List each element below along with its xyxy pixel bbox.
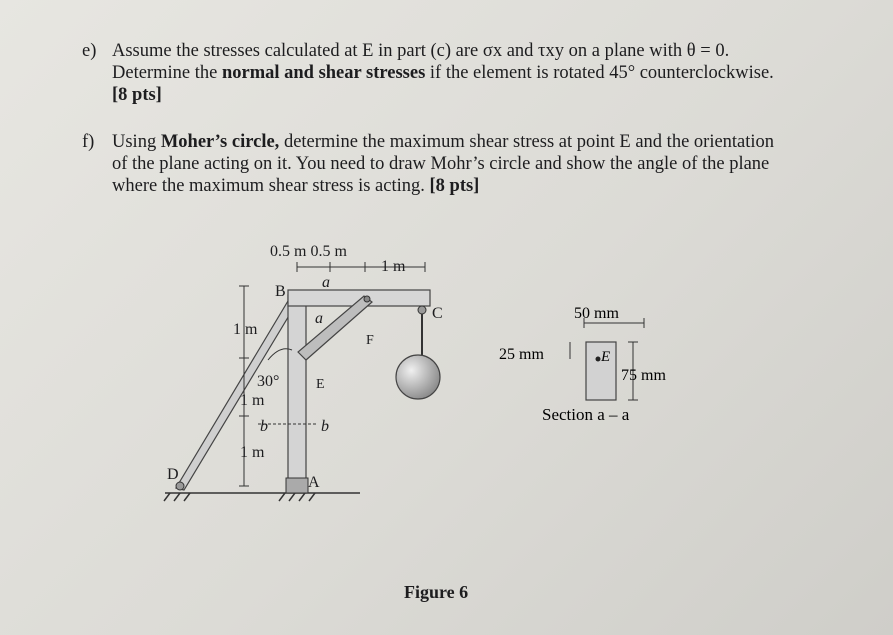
label-C: C	[432, 305, 443, 322]
ground-hatch	[289, 493, 295, 501]
label-F: F	[366, 333, 374, 348]
section-E-label: E	[601, 349, 611, 365]
label-E: E	[316, 377, 325, 392]
label-b-right: b	[321, 418, 329, 435]
question-e-line2-post: if the element is rotated 45° counterclockwise.	[429, 63, 774, 83]
question-f-line2: of the plane acting on it. You need to draw Mohr’s circle and show the angle of the plane	[112, 154, 770, 174]
label-D: D	[167, 466, 179, 483]
ground-hatch	[299, 493, 305, 501]
dim-top-label: 0.5 m 0.5 m	[270, 243, 347, 260]
label-B: B	[275, 283, 286, 300]
dim-1m-top: 1 m	[381, 258, 406, 275]
ground-hatch	[184, 493, 190, 501]
question-f-label: f)	[82, 132, 95, 152]
label-A: A	[308, 474, 320, 491]
section-point-E	[596, 357, 601, 362]
ground	[164, 493, 360, 501]
question-f-line1-bold: Moher’s circle,	[160, 132, 280, 152]
ground-hatch	[174, 493, 180, 501]
section-title: Section a – a	[542, 405, 630, 424]
post-AB	[288, 295, 306, 493]
section-depth-label: 75 mm	[621, 367, 666, 384]
ground-hatch	[309, 493, 315, 501]
question-f-line3-pre: where the maximum shear stress is acting.	[112, 176, 425, 196]
question-e-line2-bold: normal and shear stresses	[221, 63, 426, 83]
hanging-weight	[396, 355, 440, 399]
question-f-line1-pre: Using	[112, 132, 157, 152]
support-A	[286, 478, 308, 493]
question-e-label: e)	[82, 41, 97, 61]
dim-1m-2: 1 m	[240, 392, 265, 409]
figure-caption: Figure 6	[404, 582, 469, 602]
support-D-pin	[176, 482, 184, 490]
pulley-C	[418, 306, 426, 314]
cross-section	[499, 305, 666, 424]
label-a-member: a	[315, 310, 323, 327]
question-e-line2-pre: Determine the	[112, 63, 218, 83]
ground-hatch	[279, 493, 285, 501]
section-width-label: 50 mm	[574, 305, 619, 322]
ground-hatch	[164, 493, 170, 501]
label-a-top: a	[322, 274, 330, 291]
dim-1m-3: 1 m	[240, 444, 265, 461]
dim-1m-1: 1 m	[233, 321, 258, 338]
question-f-points: [8 pts]	[429, 176, 480, 196]
angle-label: 30°	[257, 373, 280, 390]
section-offset-label: 25 mm	[499, 346, 544, 363]
label-b-left: b	[260, 418, 268, 435]
question-e-line1: Assume the stresses calculated at E in part (c) are σx and τxy on a plane with θ = 0.	[112, 41, 730, 61]
question-e-points-text: [8 pts]	[112, 85, 162, 105]
question-f-line1-post: determine the maximum shear stress at point E and the orientation	[283, 132, 775, 152]
pin-joint	[364, 296, 370, 302]
